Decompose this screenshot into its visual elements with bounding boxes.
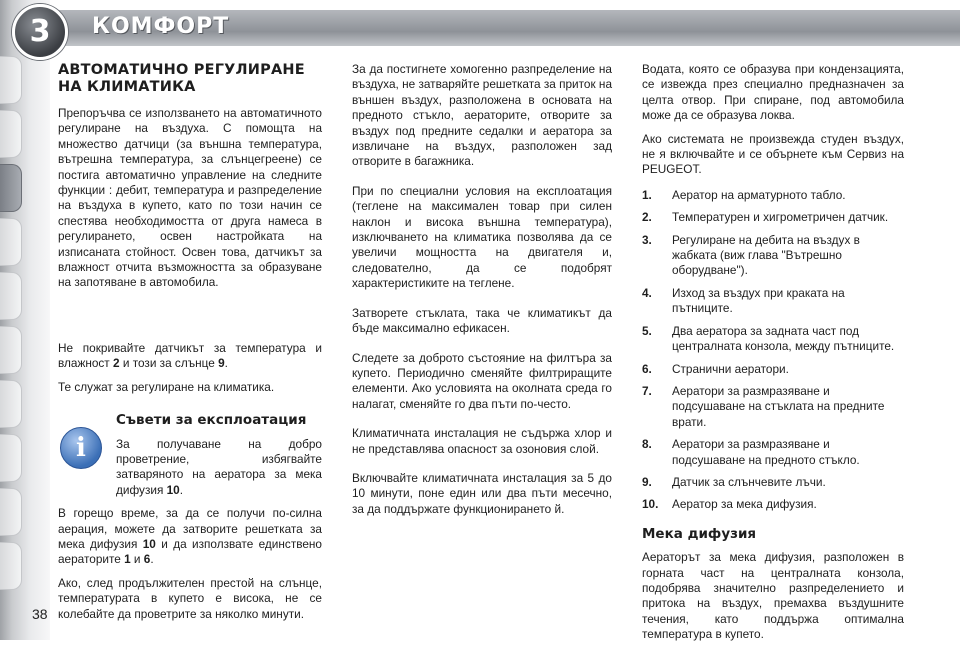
text: и <box>130 552 144 567</box>
legend-text: Температурен и хигрометричен датчик. <box>672 210 889 225</box>
soft-diffusion-title: Мека дифузия <box>642 525 757 542</box>
ref-number: 10 <box>166 482 180 497</box>
chapter-tab-6[interactable] <box>0 326 22 374</box>
legend-text: Аератори за размразяване и подсушаване на предното стъкло. <box>672 437 860 467</box>
list-item <box>642 475 904 490</box>
text: и този за слънце <box>119 356 219 371</box>
sensor-warning <box>58 341 322 372</box>
chapter-tab-7[interactable] <box>0 380 22 428</box>
ref-number: 9 <box>218 356 225 371</box>
legend-number: 10. <box>642 497 659 512</box>
list-item <box>642 497 904 512</box>
list-item <box>642 188 904 203</box>
text: В горещо време, за да се получи по-силна аерация, можете да затворите решетката за мека дифузия <box>58 506 322 551</box>
chapter-tab-4[interactable] <box>0 218 22 266</box>
tips-title: Съвети за експлоатация <box>116 412 307 429</box>
chapter-tab-2[interactable] <box>0 110 22 158</box>
legend-text: Аератор за мека дифузия. <box>672 497 817 512</box>
paragraph: Климатичната инсталация не съдържа хлор и не представлява опасност за озоновия слой. <box>352 426 612 456</box>
ref-number: 6 <box>143 552 151 567</box>
legend-number: 6. <box>642 361 652 376</box>
column-3 <box>642 62 904 651</box>
chapter-tab-8[interactable] <box>0 434 22 482</box>
sun-parking-paragraph: Ако, след продължителен престой на слънце, температурата в купето е висока, не се колебайте да проветрите за няколко минути. <box>58 575 322 621</box>
usage-tips-box <box>58 413 322 498</box>
page-number: 38 <box>32 606 48 622</box>
chapter-tab-5[interactable] <box>0 272 22 320</box>
ref-number: 1 <box>124 552 131 567</box>
info-icon: i <box>60 427 102 469</box>
list-item <box>642 210 904 225</box>
chapter-tab-9[interactable] <box>0 488 22 536</box>
chapter-tabs <box>0 56 22 596</box>
legend-number: 1. <box>642 187 652 202</box>
paragraph: При по специални условия на експлоатация (теглене на максимален товар при силен наклон и висока външна температура), изключването на климатика позволява да се увеличи мощността на двигателя и, следователно, да се подобрят характеристиките на теглене. <box>352 183 612 291</box>
chapter-title: КОМФОРТ <box>92 14 230 39</box>
text: . <box>150 552 154 567</box>
text: и да използвате единствено аераторите <box>58 536 322 567</box>
legend-number: 9. <box>642 474 652 489</box>
list-item <box>642 233 904 279</box>
chapter-tab-10[interactable] <box>0 542 22 590</box>
list-item <box>642 286 904 317</box>
chapter-tab-3-active[interactable] <box>0 164 22 212</box>
paragraph: Ако системата не произвежда студен въздух, не я включвайте и се обърнете към Сервиз на PEUGEOT. <box>642 131 904 177</box>
column-2 <box>352 62 612 525</box>
paragraph: Включвайте климатичната инсталация за 5 до 10 минути, поне един или два пъти месечно, за да поддържате функционирането й. <box>352 470 612 516</box>
legend-number: 5. <box>642 323 652 338</box>
column-1 <box>58 62 322 630</box>
vent-legend-list <box>642 188 904 513</box>
text: За получаване на добро проветрение, избягвайте затваряното на аератора за мека дифузия <box>116 436 322 497</box>
sidebar <box>0 0 50 640</box>
legend-text: Регулиране на дебита на въздух в жабката (виж глава "Вътрешно оборудване"). <box>672 232 860 278</box>
spacer <box>58 299 322 341</box>
legend-text: Аератори за размразяване и подсушаване на стъклата на предните врати. <box>672 383 885 429</box>
legend-text: Аератор на арматурното табло. <box>672 187 846 202</box>
ref-number: 2 <box>113 356 120 371</box>
intro-paragraph: Препоръчва се използването на автоматичното регулиране на въздуха. С помощта на множество датчици (за външна температура, вътрешна температура, за слънцегреене) се постига автоматично управление на следните функции : дебит, температура и разпределение на въздуха в купето, като по този начин се спестява необходимостта от друга намеса в регулирането, освен настройката на изписаната стойност. Освен това, датчикът за влажност отчита възможността за образуване на запотяване в автомобила. <box>58 106 322 290</box>
list-item <box>642 324 904 355</box>
section-title-auto-climate: АВТОМАТИЧНО РЕГУЛИРАНЕ НА КЛИМАТИКА <box>58 62 305 95</box>
list-item <box>642 384 904 430</box>
legend-text: Датчик за слънчевите лъчи. <box>672 474 826 489</box>
legend-text: Два аератора за задната част под централната конзола, между пътниците. <box>672 323 895 354</box>
text: . <box>179 482 184 497</box>
chapter-number-badge: 3 <box>12 4 68 60</box>
legend-number: 4. <box>642 285 652 300</box>
list-item <box>642 362 904 377</box>
list-item <box>642 437 904 468</box>
legend-number: 8. <box>642 437 652 452</box>
hot-weather-paragraph <box>58 506 322 568</box>
paragraph: Водата, която се образува при кондензацията, се извежда през специално предназначен за целта отвор. При спиране, под автомобила може да се образува локва. <box>642 62 904 123</box>
tips-paragraph <box>116 437 322 499</box>
legend-text: Изход за въздух при краката на пътниците. <box>672 285 845 316</box>
sensor-purpose: Те служат за регулиране на климатика. <box>58 379 275 394</box>
paragraph: За да постигнете хомогенно разпределение на въздуха, не затваряйте решетката за приток на външен въздух, разположена в основата на предното стъкло, аераторите, отворите за въздух под предните седалки и аератора за извличане на въздух, разположен зад отворите в багажника. <box>352 62 612 169</box>
chapter-tab-1[interactable] <box>0 56 22 104</box>
legend-number: 7. <box>642 383 652 398</box>
ref-number: 10 <box>142 536 156 551</box>
legend-text: Странични аератори. <box>672 361 789 376</box>
soft-diffusion-paragraph: Аераторът за мека дифузия, разположен в горната част на централната конзола, подобрява значително разпределението и притока на въздух, премахва въздушните течения, като поддържа оптимална температура в купето. <box>642 550 904 642</box>
legend-number: 2. <box>642 210 652 225</box>
chapter-header <box>0 0 960 58</box>
paragraph: Следете за доброто състояние на филтъра за купето. Периодично сменяйте филтриращите елементи. Ако условията на околната среда го налагат, сменяйте го два пъти по-често. <box>352 350 612 411</box>
legend-number: 3. <box>642 232 652 247</box>
text: . <box>224 356 228 371</box>
text: Не покривайте датчикът за температура и влажност <box>58 340 322 371</box>
paragraph: Затворете стъклата, така че климатикът да бъде максимално ефикасен. <box>352 305 612 336</box>
